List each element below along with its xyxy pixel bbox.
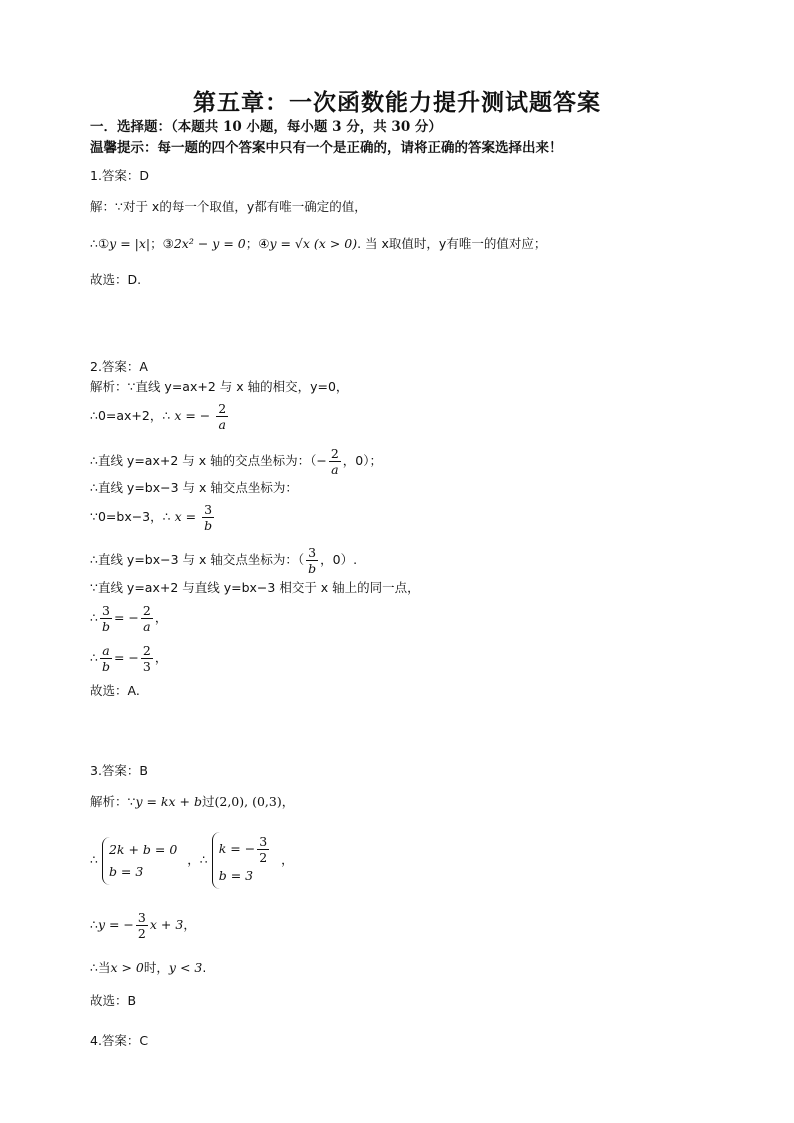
q3-answer: 3.答案：B xyxy=(90,763,149,778)
q2-line6-b: ，0）. xyxy=(320,552,358,567)
q3-system-1 xyxy=(102,837,183,885)
q2-line5 xyxy=(90,502,216,533)
q2-fraction-6-num: 2 xyxy=(142,603,151,618)
q3-line3-fraction-den: 2 xyxy=(137,926,146,941)
q2-line7: ∵直线 y=ax+2 与直线 y=bx−3 相交于 x 轴上的同一点， xyxy=(90,580,420,595)
q2-line8-a: ∴ xyxy=(90,610,98,625)
q2-line9-a: ∴ xyxy=(90,650,98,665)
q2-fraction-1-num: 2 xyxy=(218,401,227,416)
q2-line5-a: ∵0=bx−3，∴ xyxy=(90,509,171,524)
q3-line3-formula: y = − xyxy=(97,917,134,932)
q2-line9 xyxy=(90,643,167,674)
q2-line3-b: ，0）； xyxy=(342,453,382,468)
q2-fraction-3-num: 3 xyxy=(202,502,214,518)
q3-line4-b: 时， xyxy=(143,960,169,975)
q3-line1-points: (2,0), (0,3) xyxy=(214,794,282,809)
q1-answer: 1.答案：D xyxy=(90,168,150,183)
q1-line1: 解：∵对于 x的每一个取值，y都有唯一确定的值， xyxy=(90,199,367,214)
q2-fraction-8 xyxy=(141,643,153,674)
q1-line2 xyxy=(90,236,546,252)
q3-line3-c: ， xyxy=(183,917,196,932)
q3-line4 xyxy=(90,960,206,976)
q2-line2-x: x = − xyxy=(174,408,211,423)
q2-fraction-4-den: b xyxy=(308,561,317,576)
q3-system-2-fraction-num: 3 xyxy=(259,834,268,849)
q3-systems xyxy=(90,832,294,889)
q3-line1-a: 解析：∵ xyxy=(90,794,136,809)
q3-line1-formula: y = kx + b xyxy=(135,794,202,809)
q2-line6-a: ∴直线 y=bx−3 与 x 轴交点坐标为：（ xyxy=(90,552,305,567)
q2-conclusion: 故选：A. xyxy=(90,683,140,698)
q2-fraction-6-den: a xyxy=(143,619,151,634)
q2-fraction-8-den: 3 xyxy=(142,659,151,674)
q1-line2-b: ；③ xyxy=(150,236,174,251)
q2-line8-eq: = − xyxy=(113,610,139,625)
q2-fraction-4 xyxy=(306,545,318,576)
q2-line9-eq: = − xyxy=(113,650,139,665)
q3-line1-b: 过 xyxy=(201,794,215,809)
q2-fraction-7-num: a xyxy=(100,643,112,659)
section-tip: 温馨提示：每一题的四个答案中只有一个是正确的，请将正确的答案选择出来！ xyxy=(90,140,563,156)
q3-system-end: ， xyxy=(281,852,294,867)
q1-formula-1: y = |x| xyxy=(109,236,151,251)
q1-formula-3: y = √x (x > 0) xyxy=(269,236,358,251)
q2-line9-b: ， xyxy=(154,650,168,665)
q1-line2-c: ；④ xyxy=(245,236,270,251)
q2-fraction-6 xyxy=(141,603,153,634)
q3-system-2-row1 xyxy=(219,834,271,865)
q2-fraction-2 xyxy=(329,446,341,477)
q2-fraction-5 xyxy=(100,603,112,634)
q2-fraction-4-num: 3 xyxy=(306,545,318,561)
q3-line3-a: ∴ xyxy=(90,917,98,932)
q2-line5-x: x = xyxy=(174,509,197,524)
q3-line4-c: . xyxy=(202,960,207,975)
q1-line2-d: . 当 x取值时，y有唯一的值对应； xyxy=(357,236,547,251)
q3-line3-fraction xyxy=(136,910,148,941)
q3-line3-fraction-num: 3 xyxy=(137,910,146,925)
q2-line3 xyxy=(90,446,382,477)
q3-system-2-row2: b = 3 xyxy=(218,868,254,883)
section-heading: 一．选择题：（本题共 10 小题，每小题 3 分，共 30 分） xyxy=(90,119,442,135)
q3-system-1-row2: b = 3 xyxy=(108,863,144,879)
q2-line2 xyxy=(90,401,230,432)
q3-line4-a: ∴当 xyxy=(90,960,111,975)
q3-line4-formula-2: y < 3 xyxy=(168,960,203,975)
q2-fraction-5-num: 3 xyxy=(100,603,112,619)
q1-formula-2: 2x² − y = 0 xyxy=(173,236,246,251)
q3-therefore-1: ∴ xyxy=(90,852,98,867)
q2-fraction-2-num: 2 xyxy=(330,446,339,461)
q3-system-sep: ，∴ xyxy=(187,852,208,867)
q1-conclusion: 故选：D. xyxy=(90,272,142,287)
q2-fraction-3 xyxy=(202,502,214,533)
q3-line4-formula-1: x > 0 xyxy=(110,960,144,975)
q3-system-1-row1: 2k + b = 0 xyxy=(108,841,178,857)
q2-fraction-1 xyxy=(216,401,228,432)
q2-line3-a: ∴直线 y=ax+2 与 x 轴的交点坐标为：（− xyxy=(90,453,327,468)
q3-line3 xyxy=(90,910,196,941)
q3-system-2-row1-text: k = − xyxy=(218,841,256,856)
q2-fraction-7 xyxy=(100,643,112,674)
q3-line1 xyxy=(90,794,294,810)
q2-line6 xyxy=(90,545,357,576)
q2-answer: 2.答案：A xyxy=(90,359,148,374)
q2-fraction-5-den: b xyxy=(101,619,110,634)
page-title: 第五章：一次函数能力提升测试题答案 xyxy=(193,89,601,116)
q3-system-2-fraction-den: 2 xyxy=(259,850,268,865)
q2-fraction-3-den: b xyxy=(204,518,213,533)
q3-system-2 xyxy=(212,832,277,889)
q2-fraction-2-den: a xyxy=(331,462,339,477)
q1-line2-a: ∴① xyxy=(90,236,110,251)
q3-line3-formula-b: x + 3 xyxy=(149,917,184,932)
q3-system-2-fraction xyxy=(257,834,269,865)
q3-line1-c: ， xyxy=(281,794,295,809)
q2-line4: ∴直线 y=bx−3 与 x 轴交点坐标为： xyxy=(90,480,298,495)
q2-line8 xyxy=(90,603,167,634)
q4-answer: 4.答案：C xyxy=(90,1033,149,1048)
q2-line1: 解析：∵直线 y=ax+2 与 x 轴的相交，y=0， xyxy=(90,379,349,394)
q2-fraction-7-den: b xyxy=(101,659,110,674)
q2-fraction-8-num: 2 xyxy=(142,643,151,658)
q3-conclusion: 故选：B xyxy=(90,993,137,1008)
q2-line8-b: ， xyxy=(154,610,168,625)
q2-fraction-1-den: a xyxy=(218,417,226,432)
q2-line2-a: ∴0=ax+2，∴ xyxy=(90,408,171,423)
